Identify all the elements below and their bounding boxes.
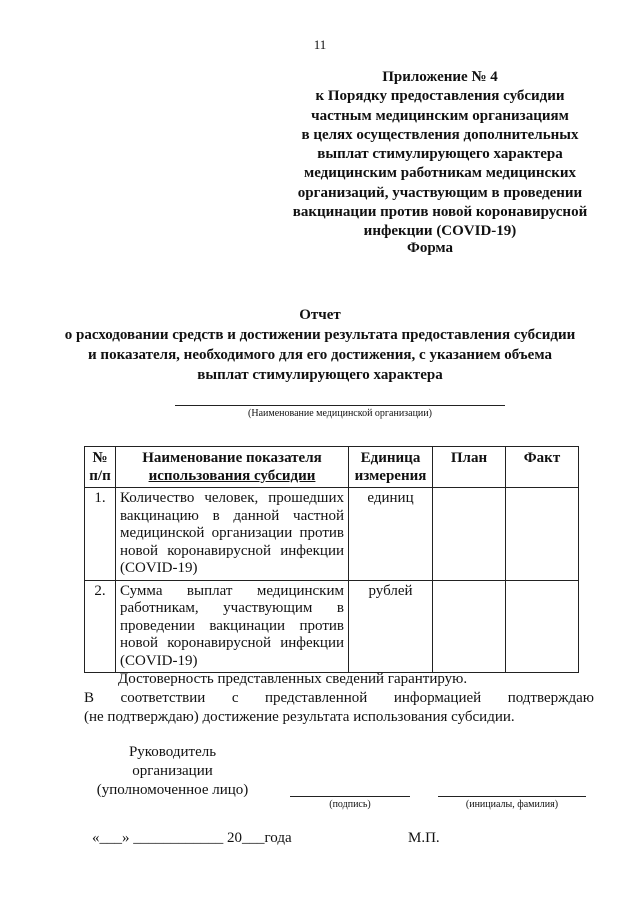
signatory-role-line: организации (132, 763, 213, 779)
report-subtitle-line: о расходовании средств и достижении результата предоставления субсидии (64, 327, 576, 343)
page-number: 11 (313, 37, 327, 52)
header-num-line2: п/п (89, 468, 111, 484)
report-subtitle-line: и показателя, необходимого для его достижения, с указанием объема (88, 347, 552, 363)
appendix-line: инфекции (COVID-19) (363, 223, 517, 240)
header-plan: План (433, 447, 506, 488)
row-unit: рублей (349, 580, 433, 673)
header-num (85, 447, 116, 488)
stamp-place: М.П. (408, 830, 440, 846)
row-num: 1. (85, 488, 116, 581)
header-indicator-line1: Наименование показателя (142, 450, 322, 466)
confirm-statement-line1: В соответствии с представленной информацией подтверждаю (84, 690, 594, 706)
row-num: 2. (85, 580, 116, 673)
signatory-role-line: Руководитель (128, 744, 217, 760)
appendix-line: вакцинации против новой коронавирусной (292, 204, 588, 221)
appendix-header (280, 68, 600, 242)
row-indicator: Количество человек, прошедших вакцинацию в данной частной медицинской организации против новой коронавирусной инфекции (COVID-19) (116, 488, 349, 581)
row-plan (433, 580, 506, 673)
signature-line (290, 796, 410, 797)
signatory-role (90, 743, 255, 800)
report-table (84, 446, 579, 673)
header-num-line1: № (92, 450, 108, 466)
header-unit-line1: Единица (360, 450, 421, 466)
report-subtitle-line: выплат стимулирующего характера (197, 367, 443, 383)
header-unit (349, 447, 433, 488)
table-row (85, 580, 579, 673)
org-name-line (175, 405, 505, 406)
appendix-line: медицинским работникам медицинских (303, 165, 576, 182)
row-fact (506, 580, 579, 673)
name-caption: (инициалы, фамилия) (465, 799, 559, 810)
report-title-block (40, 305, 600, 385)
signatory-role-line: (уполномоченное лицо) (96, 782, 249, 798)
appendix-line: Приложение № 4 (382, 69, 498, 85)
row-indicator: Сумма выплат медицинским работникам, участвующим в проведении вакцинации против новой коронавирусной инфекции (COVID-19) (116, 580, 349, 673)
row-plan (433, 488, 506, 581)
header-indicator (116, 447, 349, 488)
report-title: Отчет (299, 307, 341, 323)
name-line (438, 796, 586, 797)
appendix-line: к Порядку предоставления субсидии (315, 88, 565, 105)
table-row (85, 488, 579, 581)
appendix-line: выплат стимулирующего характера (317, 146, 563, 163)
header-indicator-line2: использования субсидии (148, 468, 316, 484)
row-fact (506, 488, 579, 581)
header-unit-line2: измерения (354, 468, 427, 484)
appendix-line: организаций, участвующим в проведении (297, 184, 583, 201)
form-label: Форма (406, 240, 454, 256)
signature-caption: (подпись) (329, 799, 371, 810)
appendix-line: частным медицинским организациям (311, 107, 569, 124)
table-header-row (85, 447, 579, 488)
appendix-line: в целях осуществления дополнительных (301, 126, 579, 143)
header-fact: Факт (506, 447, 579, 488)
confirm-statement-line2: (не подтверждаю) достижение результата использования субсидии. (84, 709, 515, 725)
org-name-caption: (Наименование медицинской организации) (248, 408, 432, 419)
row-unit: единиц (349, 488, 433, 581)
date-line: «___» ____________ 20___года (92, 830, 292, 846)
guarantee-statement: Достоверность представленных сведений гарантирую. (118, 671, 468, 687)
